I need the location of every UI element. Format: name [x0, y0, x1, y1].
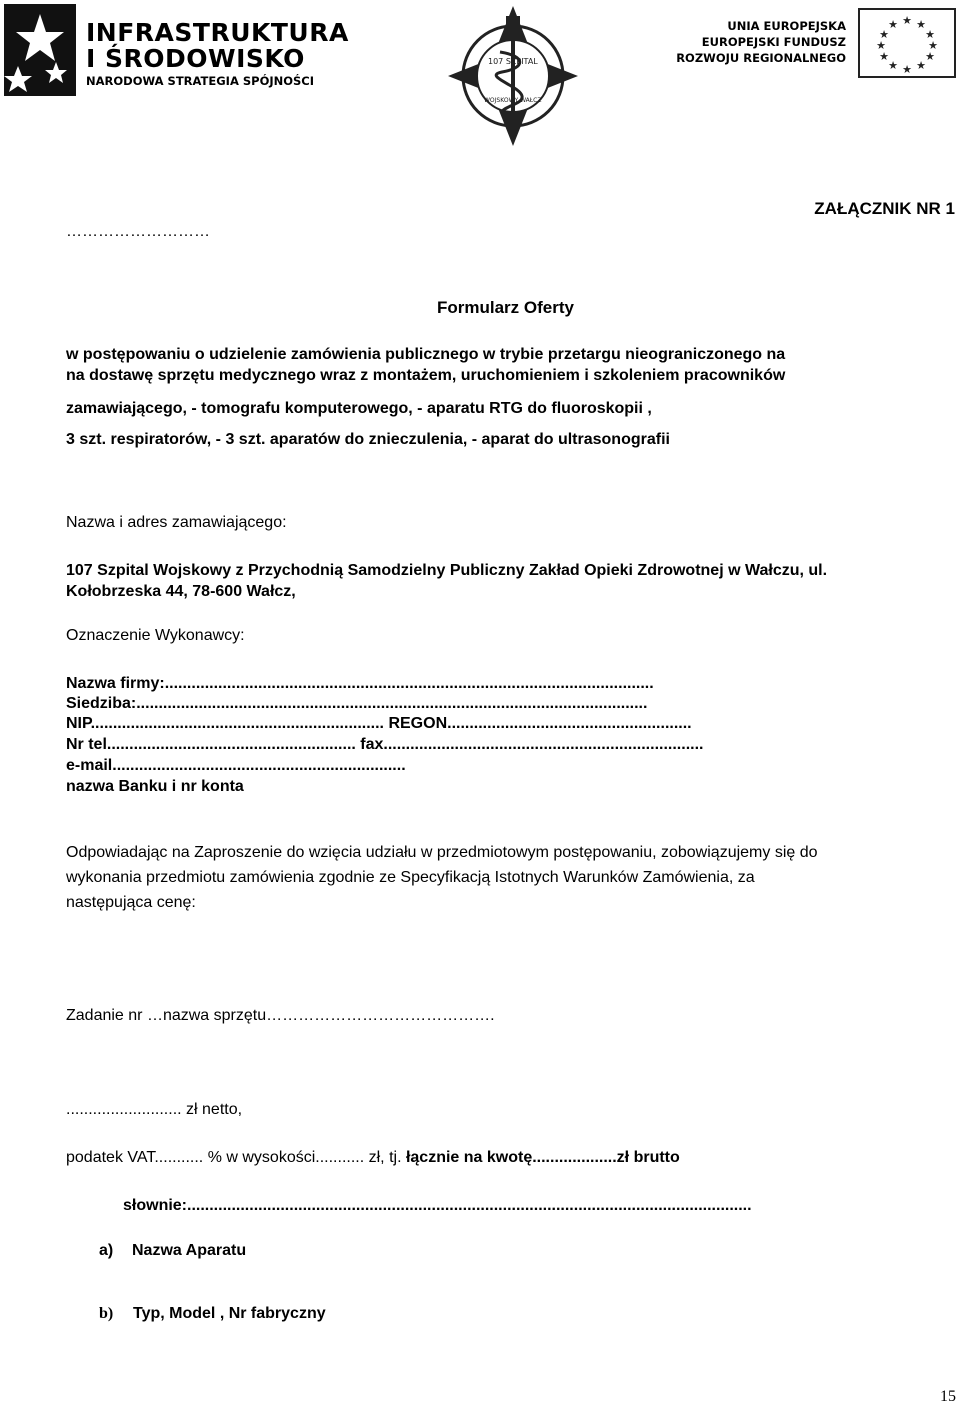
orderer-line-2: Kołobrzeska 44, 78-600 Wałcz, [66, 583, 296, 600]
field-phone-fax: Nr tel........................................................ fax........................................................................ [66, 736, 704, 753]
field-nip-regon: NIP.................................................................. REGON....................................................... [66, 715, 692, 732]
eu-logo-text [676, 18, 846, 66]
item-b-marker: b) [99, 1305, 114, 1322]
placeholder-dots: ……………………… [66, 223, 210, 240]
eu-flag-icon [858, 8, 956, 78]
field-company-name: Nazwa firmy:.............................................................................................................. [66, 675, 654, 692]
svg-text:★: ★ [888, 18, 898, 31]
svg-text:★: ★ [916, 59, 926, 72]
svg-text:★: ★ [879, 50, 889, 63]
seal-text-bottom: WOJSKOWY WAŁCZ [484, 97, 542, 104]
orderer-line-1: 107 Szpital Wojskowy z Przychodnią Samodzielny Publiczny Zakład Opieki Zdrowotnej w Wałczu, ul. [66, 562, 828, 579]
gross-total-text: łącznie na kwotę...................zł brutto [405, 1149, 680, 1166]
intro-line-2: na dostawę sprzętu medycznego wraz z montażem, uruchomieniem i szkoleniem pracowników [66, 367, 786, 384]
body-line-2: wykonania przedmiotu zamówienia zgodnie ze Specyfikacją Istotnych Warunków Zamówienia, za [66, 869, 755, 886]
task-line: Zadanie nr …nazwa sprzętu……………………………………. [66, 1007, 495, 1024]
vat-line [66, 1149, 680, 1167]
logo-line-3: NARODOWA STRATEGIA SPÓJNOŚCI [86, 74, 315, 88]
item-b-label: Typ, Model , Nr fabryczny [133, 1305, 326, 1322]
field-email: e-mail.................................................................. [66, 757, 406, 774]
logo-line-1: INFRASTRUKTURA [86, 18, 349, 47]
infrastruktura-logo-text [86, 20, 349, 88]
net-price-line: .......................... zł netto, [66, 1101, 243, 1118]
svg-text:★: ★ [876, 39, 886, 52]
svg-text:★: ★ [925, 28, 935, 41]
hospital-seal-icon [448, 4, 578, 154]
svg-text:★: ★ [916, 18, 926, 31]
body-line-3: następująca cenę: [66, 894, 196, 911]
item-a-label: Nazwa Aparatu [132, 1242, 247, 1259]
vat-text: podatek VAT........... % w wysokości........... zł, tj. [66, 1149, 406, 1166]
svg-text:★: ★ [928, 39, 938, 52]
intro-line-4: 3 szt. respiratorów, - 3 szt. aparatów do znieczulenia, - aparat do ultrasonografii [66, 431, 670, 448]
annex-label: ZAŁĄCZNIK NR 1 [814, 199, 955, 218]
logo-line-2: I ŚRODOWISKO [86, 44, 305, 73]
seal-text-top: 107 SZPITAL [488, 57, 538, 66]
svg-text:★: ★ [902, 14, 912, 27]
body-line-1: Odpowiadając na Zaproszenie do wzięcia udziału w przedmiotowym postępowaniu, zobowiązujemy się do [66, 844, 818, 861]
field-bank: nazwa Banku i nr konta [66, 778, 244, 795]
svg-text:★: ★ [888, 59, 898, 72]
intro-line-1: w postępowaniu o udzielenie zamówienia publicznego w trybie przetargu nieograniczonego na [66, 346, 786, 363]
eu-line-3: ROZWOJU REGIONALNEGO [676, 51, 846, 65]
contractor-label: Oznaczenie Wykonawcy: [66, 627, 245, 644]
item-a-marker: a) [99, 1242, 114, 1259]
field-seat: Siedziba:................................................................................................................... [66, 695, 648, 712]
orderer-label: Nazwa i adres zamawiającego: [66, 514, 287, 531]
eu-line-2: EUROPEJSKI FUNDUSZ [701, 35, 846, 49]
eu-line-1: UNIA EUROPEJSKA [727, 19, 846, 33]
svg-text:★: ★ [925, 50, 935, 63]
in-words-line: słownie:............................................................................................................................... [123, 1197, 752, 1214]
svg-text:★: ★ [879, 28, 889, 41]
infrastruktura-logo-icon [4, 4, 76, 96]
page-title: Formularz Oferty [437, 298, 574, 317]
intro-line-3: zamawiającego, - tomografu komputerowego, - aparatu RTG do fluoroskopii , [66, 400, 652, 417]
svg-text:★: ★ [902, 63, 912, 76]
page-number: 15 [940, 1388, 956, 1405]
